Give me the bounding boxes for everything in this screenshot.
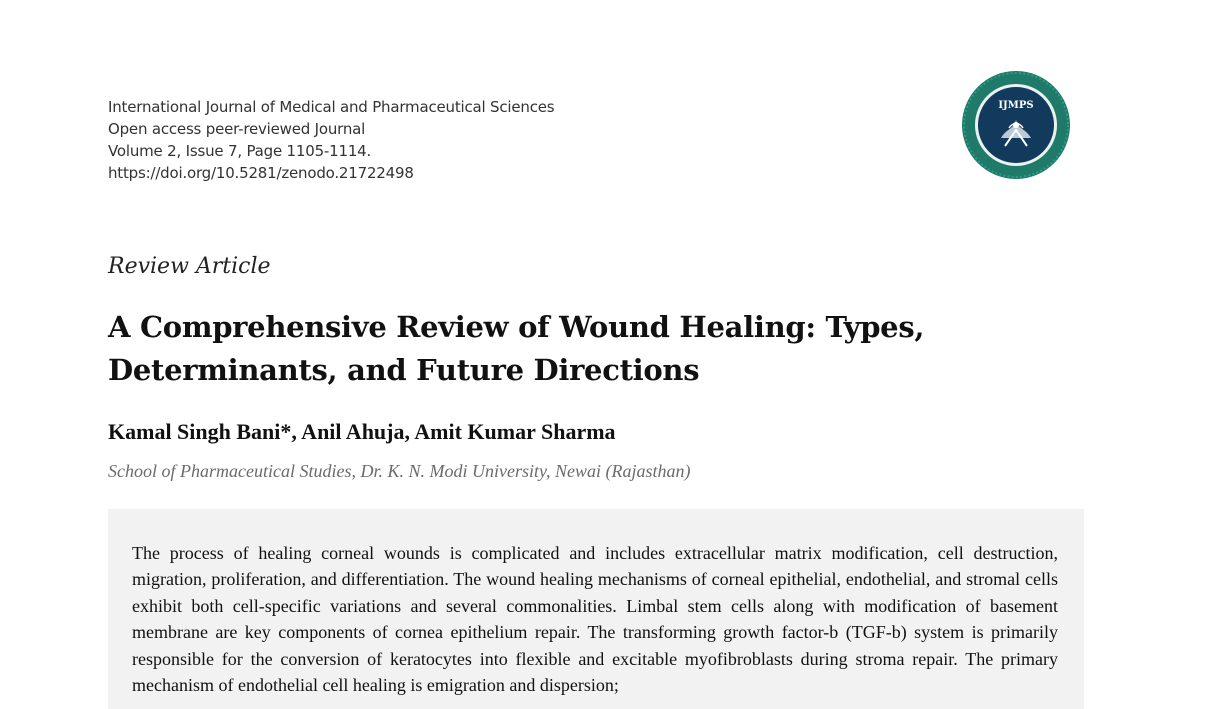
journal-name: International Journal of Medical and Pharmaceutical Sciences <box>108 98 555 116</box>
abstract-box <box>108 509 1084 709</box>
paper-title: A Comprehensive Review of Wound Healing: Types, Determinants, and Future Directions <box>108 310 925 387</box>
journal-info <box>108 96 668 184</box>
journal-access: Open access peer-reviewed Journal <box>108 120 366 138</box>
affiliation: School of Pharmaceutical Studies, Dr. K. N. Modi University, Newai (Rajasthan) <box>108 461 691 481</box>
journal-logo <box>961 70 1071 180</box>
logo-seal-icon <box>962 71 1070 179</box>
journal-volume: Volume 2, Issue 7, Page 1105-1114. <box>108 142 372 160</box>
abstract-text: The process of healing corneal wounds is complicated and includes extracellular matrix modification, cell destruction, migration, proliferation, and differentiation. The wound healing mechanisms of corneal epithelial, endothelial, and stromal cells exhibit both cell-specific variations and several commonalities. Limbal stem cells along with modification of basement membrane are key components of cornea epithelium repair. The transforming growth factor-b (TGF-b) system is primarily responsible for the conversion of keratocytes into flexible and excitable myofibroblasts during stroma repair. The primary mechanism of endothelial cell healing is emigration and dispersion; <box>132 543 1058 696</box>
article-type: Review Article <box>108 254 271 279</box>
authors: Kamal Singh Bani*, Anil Ahuja, Amit Kumar Sharma <box>108 419 616 444</box>
journal-doi: https://doi.org/10.5281/zenodo.21722498 <box>108 164 414 182</box>
logo-text: IJMPS <box>998 100 1034 111</box>
